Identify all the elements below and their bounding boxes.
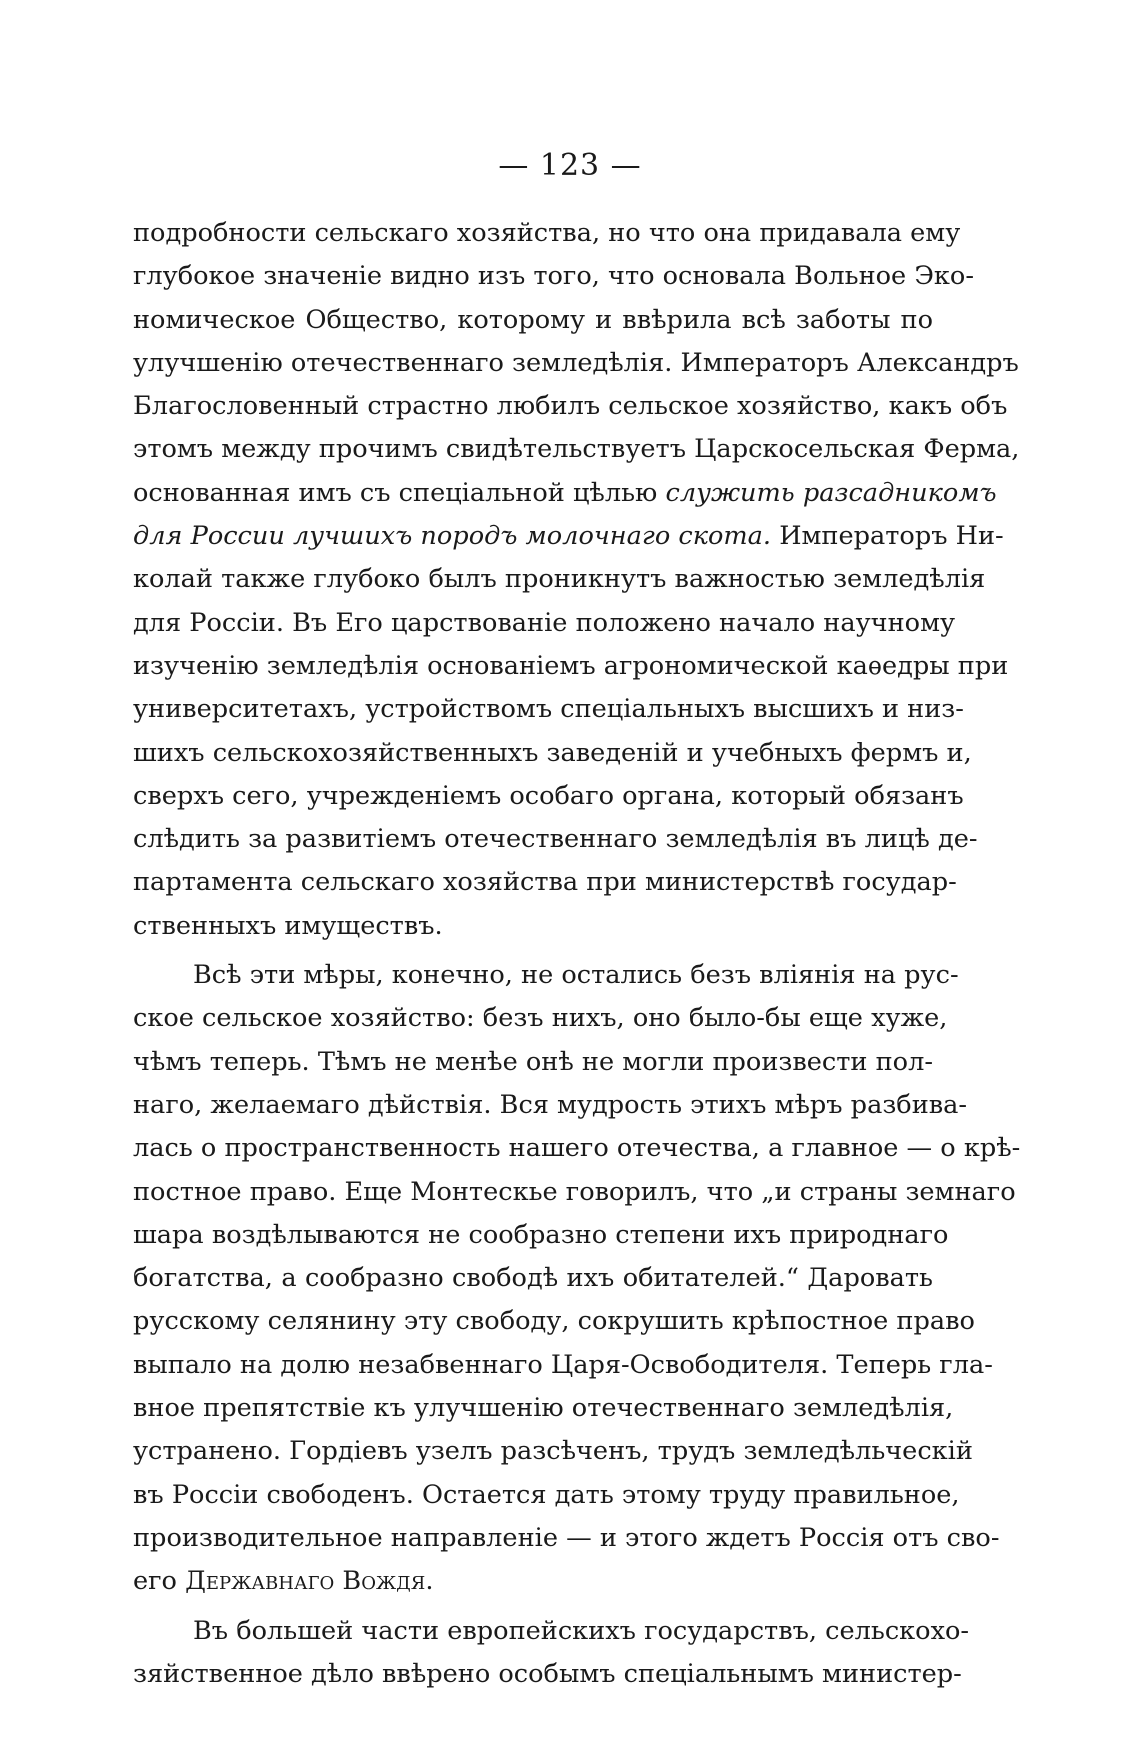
small-caps-phrase: Державнаго Вождя. <box>185 1566 434 1597</box>
text-span: основанная имъ съ спеціальной цѣлью <box>133 477 658 508</box>
text-line: постное право. Еще Монтескье говорилъ, что „и страны земнаго <box>133 1176 1016 1207</box>
text-line: богатства, а сообразно свободѣ ихъ обитателей.“ Даровать <box>133 1263 933 1294</box>
text-line <box>133 472 997 515</box>
text-line: номическое Общество, которому и ввѣрила всѣ заботы по <box>133 304 933 335</box>
text-line: этомъ между прочимъ свидѣтельствуетъ Царскосельская Ферма, <box>133 434 1020 465</box>
text-line: вное препятствіе къ улучшенію отечественнаго земледѣлія, <box>133 1393 954 1424</box>
text-line: устранено. Гордіевъ узелъ разсѣченъ, трудъ земледѣльческій <box>133 1436 973 1467</box>
text-span: Императоръ Ни- <box>779 521 1004 552</box>
italic-phrase: для России лучшихъ породъ молочнаго скота. <box>133 521 772 552</box>
text-span: его <box>133 1566 177 1597</box>
body-text <box>133 212 1021 1696</box>
text-line: шихъ сельскохозяйственныхъ заведеній и учебныхъ фермъ и, <box>133 737 972 768</box>
text-line: слѣдить за развитіемъ отечественнаго земледѣлія въ лицѣ де- <box>133 824 978 855</box>
text-line: лась о пространственность нашего отечества, а главное — о крѣ- <box>133 1133 1021 1164</box>
text-line: колай также глубоко былъ проникнутъ важностью земледѣлія <box>133 564 986 595</box>
text-line: зяйственное дѣло ввѣрено особымъ спеціальнымъ министер- <box>133 1658 962 1689</box>
text-line: въ Россіи свободенъ. Остается дать этому труду правильное, <box>133 1479 960 1510</box>
page-number: — 123 — <box>498 148 642 183</box>
text-line: производительное направленіе — и этого ждетъ Россія отъ сво- <box>133 1522 1000 1553</box>
text-line: университетахъ, устройствомъ спеціальныхъ высшихъ и низ- <box>133 694 964 725</box>
text-line: подробности сельскаго хозяйства, но что она придавала ему <box>133 218 961 248</box>
text-line: чѣмъ теперь. Тѣмъ не менѣе онѣ не могли произвести пол- <box>133 1046 933 1077</box>
text-line: наго, желаемаго дѣйствія. Вся мудрость этихъ мѣръ разбива- <box>133 1089 968 1120</box>
text-line: русскому селянину эту свободу, сокрушить крѣпостное право <box>133 1306 975 1337</box>
italic-phrase: служить разсадникомъ <box>665 477 997 508</box>
text-line: глубокое значеніе видно изъ того, что основала Вольное Эко- <box>133 261 974 292</box>
text-line: сверхъ сего, учрежденіемъ особаго органа, который обязанъ <box>133 780 964 811</box>
text-line: для Россіи. Въ Его царствованіе положено начало научному <box>133 607 956 638</box>
text-line <box>133 1560 933 1603</box>
text-line: шара воздѣлываются не сообразно степени ихъ природнаго <box>133 1219 949 1250</box>
text-line: ское сельское хозяйство: безъ нихъ, оно было-бы еще хуже, <box>133 1003 948 1034</box>
text-line <box>133 515 1004 558</box>
text-line: выпало на долю незабвеннаго Царя-Освободителя. Теперь гла- <box>133 1349 993 1380</box>
text-line: Всѣ эти мѣры, конечно, не остались безъ вліянія на рус- <box>193 960 959 991</box>
text-line: улучшенію отечественнаго земледѣлія. Императоръ Александръ <box>133 347 1019 378</box>
text-line: изученію земледѣлія основаніемъ агрономической каѳедры при <box>133 650 1009 681</box>
text-line: Въ большей части европейскихъ государствъ, сельскохо- <box>193 1615 970 1646</box>
text-line: Благословенный страстно любилъ сельское хозяйство, какъ объ <box>133 391 1008 422</box>
text-line: ственныхъ имуществъ. <box>133 910 443 941</box>
text-line: партамента сельскаго хозяйства при министерствѣ государ- <box>133 867 957 898</box>
